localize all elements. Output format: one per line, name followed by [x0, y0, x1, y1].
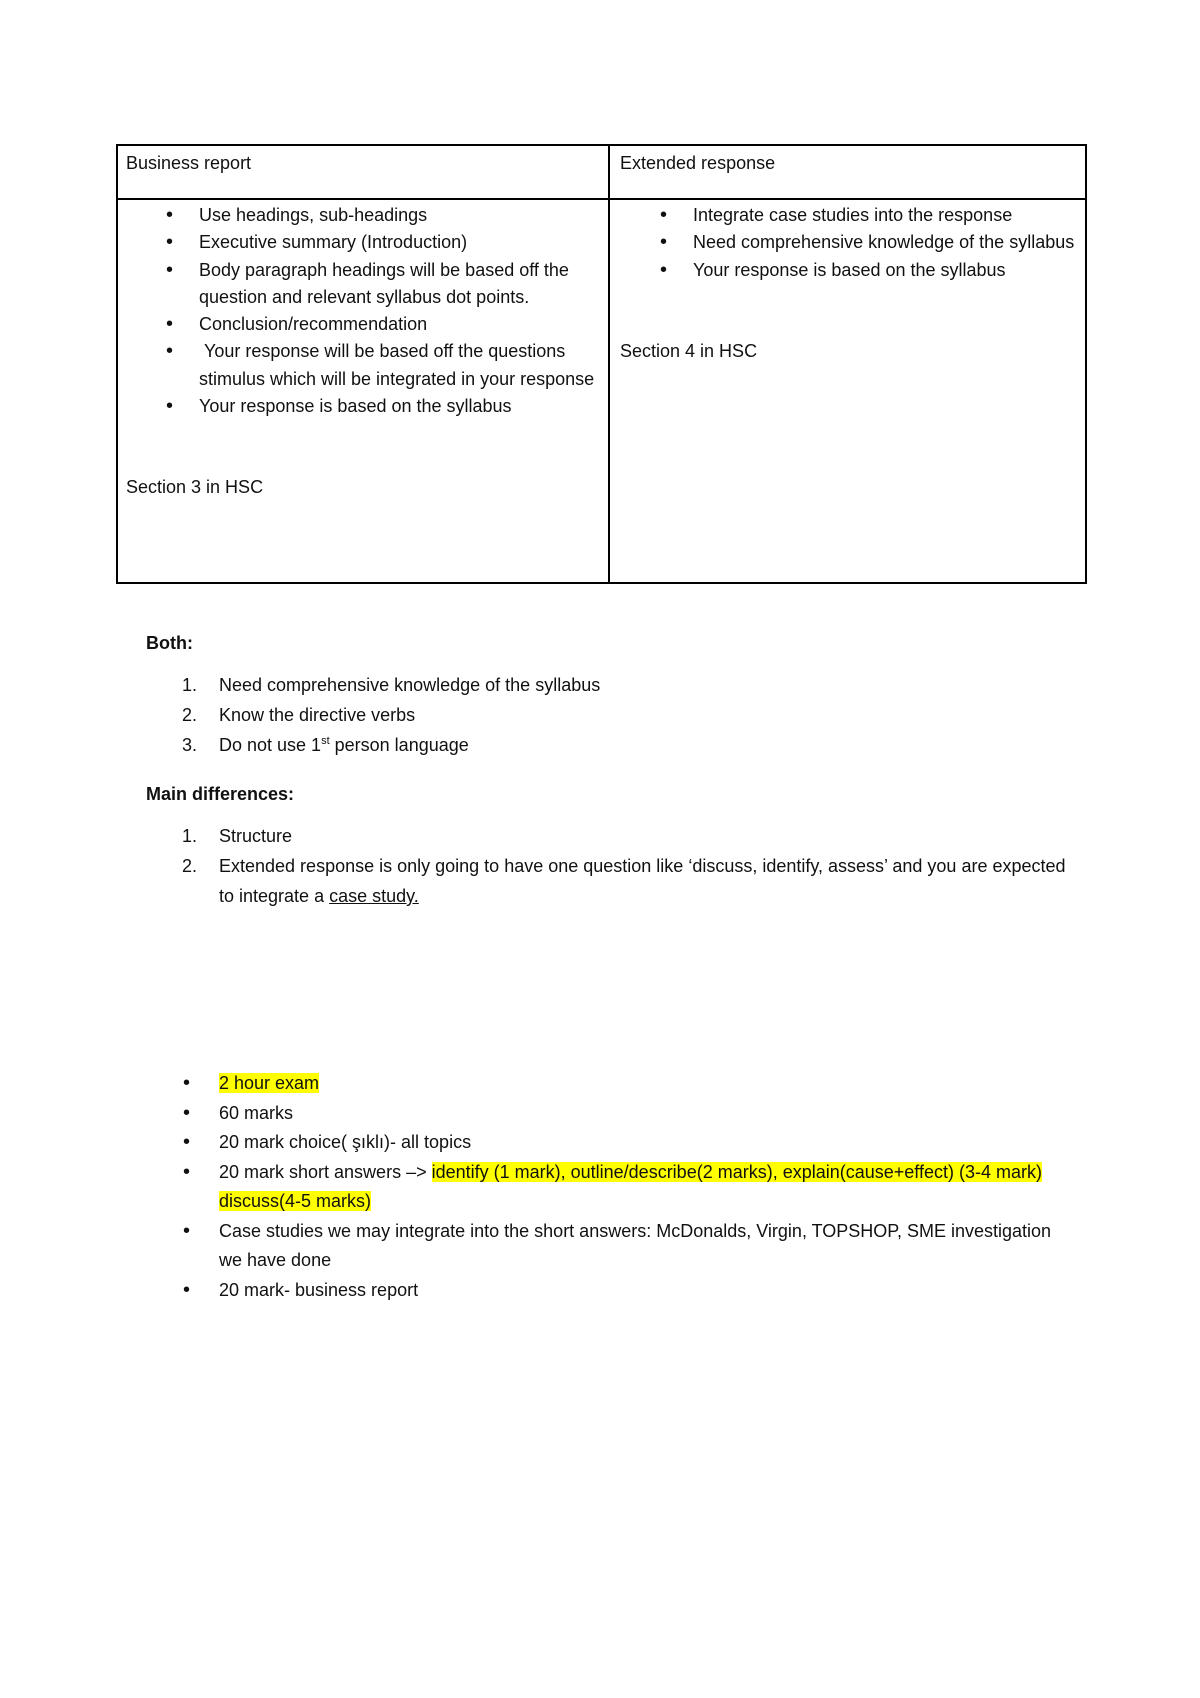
list-number: 1.	[182, 826, 198, 846]
list-item: • Your response is based on the syllabus	[126, 393, 596, 420]
section-note: Section 4 in HSC	[620, 340, 758, 361]
comparison-table	[116, 144, 1087, 584]
list-item: • Your response is based on the syllabus	[620, 257, 1075, 284]
header-business-report: Business report	[126, 153, 252, 173]
list-item	[146, 700, 1066, 730]
both-heading: Both:	[146, 633, 193, 653]
list-text: Structure	[219, 826, 293, 846]
list-text: Know the directive verbs	[219, 705, 416, 725]
list-item	[146, 821, 1066, 851]
superscript: st	[321, 735, 330, 747]
list-item: • Use headings, sub-headings	[126, 202, 596, 229]
list-item: • Integrate case studies into the response	[620, 202, 1075, 229]
list-item: • Need comprehensive knowledge of the syllabus	[620, 229, 1075, 256]
case-study-link[interactable]: case study.	[329, 886, 419, 906]
list-number: 2.	[182, 705, 198, 725]
header-extended-response: Extended response	[620, 153, 776, 173]
highlighted-text: 2 hour exam	[219, 1073, 320, 1093]
list-text: Need comprehensive knowledge of the syllabus	[219, 675, 601, 695]
table-column-divider	[608, 144, 610, 584]
differences-heading: Main differences:	[146, 784, 295, 804]
list-item	[146, 1069, 1076, 1099]
section-note: Section 3 in HSC	[126, 477, 264, 498]
highlighted-text: identify (1 mark), outline/describe(2 marks), explain(cause+effect) (3-4 mark) discuss(4-5 marks)	[219, 1161, 1042, 1211]
list-item: • 20 mark choice( şıklı)- all topics	[146, 1128, 1076, 1158]
list-item: • Case studies we may integrate into the short answers: McDonalds, Virgin, TOPSHOP, SME investigation we have done	[146, 1217, 1076, 1276]
extended-response-list	[620, 202, 1075, 284]
list-item	[146, 670, 1066, 700]
list-text: 20 mark short answers –>	[219, 1161, 432, 1182]
list-item	[146, 851, 1066, 911]
exam-details-section	[146, 1069, 1076, 1305]
differences-section	[146, 779, 1066, 911]
list-number: 1.	[182, 675, 198, 695]
differences-list	[146, 821, 1066, 911]
business-report-list	[126, 202, 596, 420]
list-item: • Executive summary (Introduction)	[126, 229, 596, 256]
business-report-cell	[126, 202, 596, 501]
list-item: • Body paragraph headings will be based off the question and relevant syllabus dot points.	[126, 257, 596, 312]
list-item: • 20 mark- business report	[146, 1276, 1076, 1306]
list-item: • 60 marks	[146, 1099, 1076, 1129]
list-item: • Conclusion/recommendation	[126, 311, 596, 338]
list-number: 3.	[182, 735, 198, 755]
table-header-divider	[116, 198, 1087, 200]
extended-response-cell	[620, 202, 1075, 365]
list-item: • Your response will be based off the questions stimulus which will be integrated in your response	[126, 338, 596, 393]
list-text: Extended response is only going to have one question like ‘discuss, identify, assess’ and you are expected to integrate a	[219, 856, 1066, 906]
list-text: person language	[329, 735, 469, 755]
both-list	[146, 670, 1066, 760]
list-text: Do not use 1	[219, 735, 322, 755]
list-number: 2.	[182, 856, 198, 876]
exam-details-list	[146, 1069, 1076, 1305]
list-item	[146, 730, 1066, 760]
list-item	[146, 1158, 1076, 1217]
both-section	[146, 628, 1066, 760]
